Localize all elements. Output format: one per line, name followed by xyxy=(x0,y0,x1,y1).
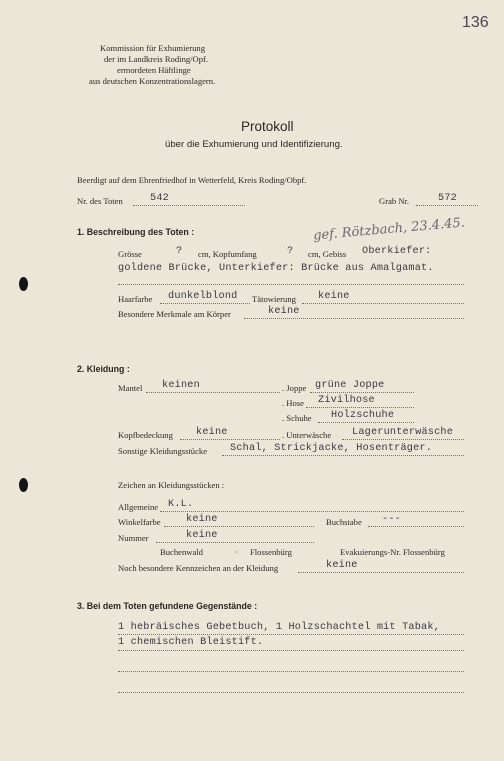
coat-value: keinen xyxy=(162,380,200,391)
section2-heading: 2. Kleidung : xyxy=(77,364,130,374)
flossenbuerg-label: Flossenbürg xyxy=(250,547,292,557)
headwear-label: Kopfbedeckung xyxy=(118,430,173,440)
corpse-no-value: 542 xyxy=(150,193,169,204)
corpse-no-label: Nr. des Toten xyxy=(77,196,123,206)
height-value: ? xyxy=(176,246,183,257)
commission-line-4: aus deutschen Konzentrationslagern. xyxy=(89,76,216,86)
trousers-label: . Hose xyxy=(282,398,304,408)
marks-label: Besondere Merkmale am Körper xyxy=(118,309,231,319)
other-marks-label: Noch besondere Kennzeichen an der Kleidung xyxy=(118,563,279,573)
teeth-value-1: Oberkiefer: xyxy=(362,246,432,257)
other-marks-value: keine xyxy=(326,560,358,571)
general-value: K.L. xyxy=(168,499,194,510)
general-label: Allgemeine xyxy=(118,502,159,512)
jacket-value: grüne Joppe xyxy=(315,380,385,391)
handwritten-note: gef. Rötzbach, 23.4.45. xyxy=(312,215,466,244)
trousers-value: Zivilhose xyxy=(318,395,375,406)
commission-line-3: ermordeten Häftlinge xyxy=(117,65,191,75)
punch-hole-bottom xyxy=(19,478,28,492)
coat-label: Mantel xyxy=(118,383,143,393)
underwear-label: . Unterwäsche xyxy=(282,430,332,440)
teeth-value-2: goldene Brücke, Unterkiefer: Brücke aus Amalgamat. xyxy=(118,263,434,274)
grave-no-label: Grab Nr. xyxy=(379,196,410,206)
angle-color-label: Winkelfarbe xyxy=(118,517,161,527)
section3-heading: 3. Bei dem Toten gefundene Gegenstände : xyxy=(77,601,258,611)
angle-color-value: keine xyxy=(186,514,218,525)
page-subtitle: über die Exhumierung und Identifizierung. xyxy=(165,139,343,150)
marks-value: keine xyxy=(268,306,300,317)
commission-line-2: der im Landkreis Roding/Opf. xyxy=(104,54,209,64)
grave-no-value: 572 xyxy=(438,193,457,204)
evacuation-label: Evakuierungs-Nr. Flossenbürg xyxy=(340,547,445,557)
number-value: keine xyxy=(186,530,218,541)
teeth-label: cm, Gebiss xyxy=(308,249,347,259)
jacket-label: . Joppe xyxy=(282,383,307,393)
underwear-value: Lagerunterwäsche xyxy=(352,427,454,438)
number-label: Nummer xyxy=(118,533,149,543)
letter-value: --- xyxy=(382,514,401,525)
head-label: cm, Kopfumfang xyxy=(198,249,257,259)
punch-hole-top xyxy=(19,277,28,291)
tattoo-value: keine xyxy=(318,291,350,302)
commission-line-1: Kommission für Exhumierung xyxy=(100,43,206,53)
letter-label: Buchstabe xyxy=(326,517,362,527)
hair-value: dunkelblond xyxy=(168,291,238,302)
head-value: ? xyxy=(287,246,294,257)
tattoo-label: Tätowierung xyxy=(252,294,296,304)
headwear-value: keine xyxy=(196,427,228,438)
shoes-label: . Schuhe xyxy=(282,413,312,423)
clothing-marks-heading: Zeichen an Kleidungsstücken : xyxy=(118,480,225,490)
height-label: Grösse xyxy=(118,249,142,259)
burial-line: Beerdigt auf dem Ehrenfriedhof in Wetterfeld, Kreis Roding/Obpf. xyxy=(77,175,307,185)
page-number: 136 xyxy=(462,14,489,31)
shoes-value: Holzschuhe xyxy=(331,410,395,421)
section1-heading: 1. Beschreibung des Toten : xyxy=(77,227,195,237)
separator-dot: · xyxy=(235,547,238,557)
found-items-line-2: 1 chemischen Bleistift. xyxy=(118,637,264,648)
buchenwald-label: Buchenwald xyxy=(160,547,203,557)
found-items-line-1: 1 hebräisches Gebetbuch, 1 Holzschachtel mit Tabak, xyxy=(118,622,440,633)
hair-label: Haarfarbe xyxy=(118,294,153,304)
other-clothes-label: Sonstige Kleidungsstücke xyxy=(118,446,208,456)
other-clothes-value: Schal, Strickjacke, Hosenträger. xyxy=(230,443,433,454)
page-title: Protokoll xyxy=(241,119,294,134)
